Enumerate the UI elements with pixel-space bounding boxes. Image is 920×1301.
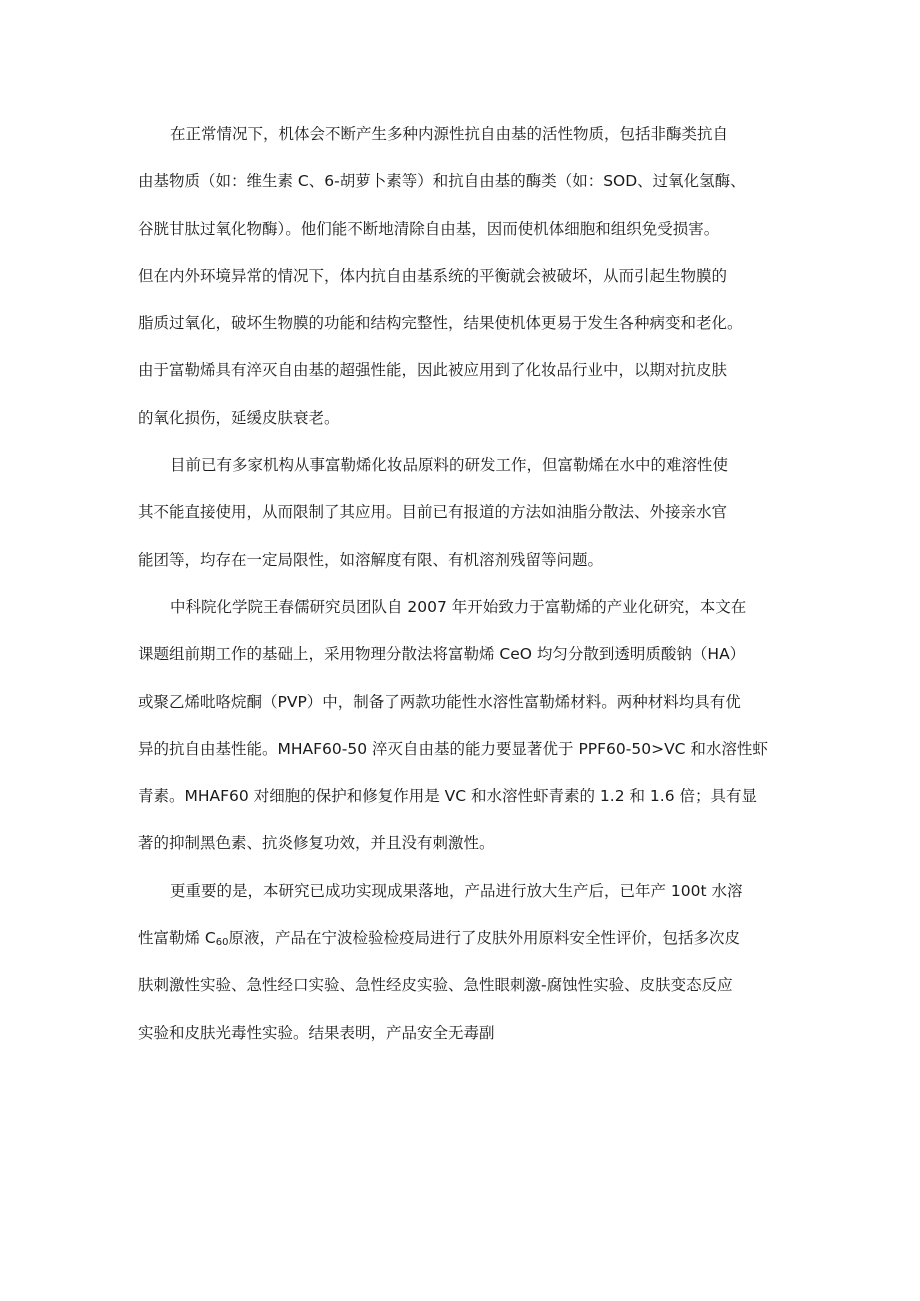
paragraph-1-line-6: 由于富勒烯具有淬灭自由基的超强性能，因此被应用到了化妆品行业中，以期对抗皮肤 xyxy=(138,361,728,380)
paragraph-2-line-2: 其不能直接使用，从而限制了其应用。目前已有报道的方法如油脂分散法、外接亲水官 xyxy=(138,503,728,522)
paragraph-4-line-3: 肤刺激性实验、急性经口实验、急性经皮实验、急性眼刺激-腐蚀性实验、皮肤变态反应 xyxy=(138,976,733,995)
paragraph-4-line-2-prefix: 性富勒烯 C xyxy=(138,929,216,948)
paragraph-3-line-5: 青素。MHAF60 对细胞的保护和修复作用是 VC 和水溶性虾青素的 1.2 和 1.6 倍；具有显 xyxy=(138,787,757,806)
c60-subscript: 60 xyxy=(215,937,229,949)
paragraph-3-line-1: 中科院化学院王春儒研究员团队自 2007 年开始致力于富勒烯的产业化研究，本文在 xyxy=(170,597,747,616)
paragraph-3-line-4: 异的抗自由基性能。MHAF60-50 淬灭自由基的能力要显著优于 PPF60-50>VC 和水溶性虾 xyxy=(138,739,768,758)
paragraph-4-line-4: 实验和皮肤光毒性实验。结果表明，产品安全无毒副 xyxy=(138,1023,495,1042)
paragraph-1-line-3: 谷胱甘肽过氧化物酶）。他们能不断地清除自由基，因而使机体细胞和组织免受损害。 xyxy=(138,219,720,238)
paragraph-1-line-2: 由基物质（如：维生素 C、6-胡萝卜素等）和抗自由基的酶类（如：SOD、过氧化氢酶、 xyxy=(138,172,746,191)
paragraph-1-line-4: 但在内外环境异常的情况下，体内抗自由基系统的平衡就会被破坏，从而引起生物膜的 xyxy=(138,266,728,285)
paragraph-3-line-3: 或聚乙烯吡咯烷酮（PVP）中，制备了两款功能性水溶性富勒烯材料。两种材料均具有优 xyxy=(138,692,741,711)
paragraph-4-line-1: 更重要的是，本研究已成功实现成果落地，产品进行放大生产后，已年产 100t 水溶 xyxy=(170,881,743,900)
paragraph-4-line-2 xyxy=(138,920,794,967)
paragraph-2-line-3: 能团等，均存在一定局限性，如溶解度有限、有机溶剂残留等问题。 xyxy=(138,550,604,569)
paragraph-1-line-7: 的氧化损伤，延缓皮肤衰老。 xyxy=(138,408,340,427)
paragraph-4-line-2-suffix: 原液，产品在宁波检验检疫局进行了皮肤外用原料安全性评价，包括多次皮 xyxy=(228,929,741,948)
document-body xyxy=(138,116,794,1062)
paragraph-1-line-1: 在正常情况下，机体会不断产生多种内源性抗自由基的活性物质，包括非酶类抗自 xyxy=(170,125,729,143)
paragraph-1-line-5: 脂质过氧化，破坏生物膜的功能和结构完整性，结果使机体更易于发生各种病变和老化。 xyxy=(138,314,743,333)
paragraph-3-line-6: 著的抑制黑色素、抗炎修复功效，并且没有刺激性。 xyxy=(138,834,495,853)
paragraph-2-line-1: 目前已有多家机构从事富勒烯化妆品原料的研发工作，但富勒烯在水中的难溶性使 xyxy=(170,456,729,475)
paragraph-3-line-2: 课题组前期工作的基础上，采用物理分散法将富勒烯 CeO 均匀分散到透明质酸钠（HA） xyxy=(138,645,746,664)
